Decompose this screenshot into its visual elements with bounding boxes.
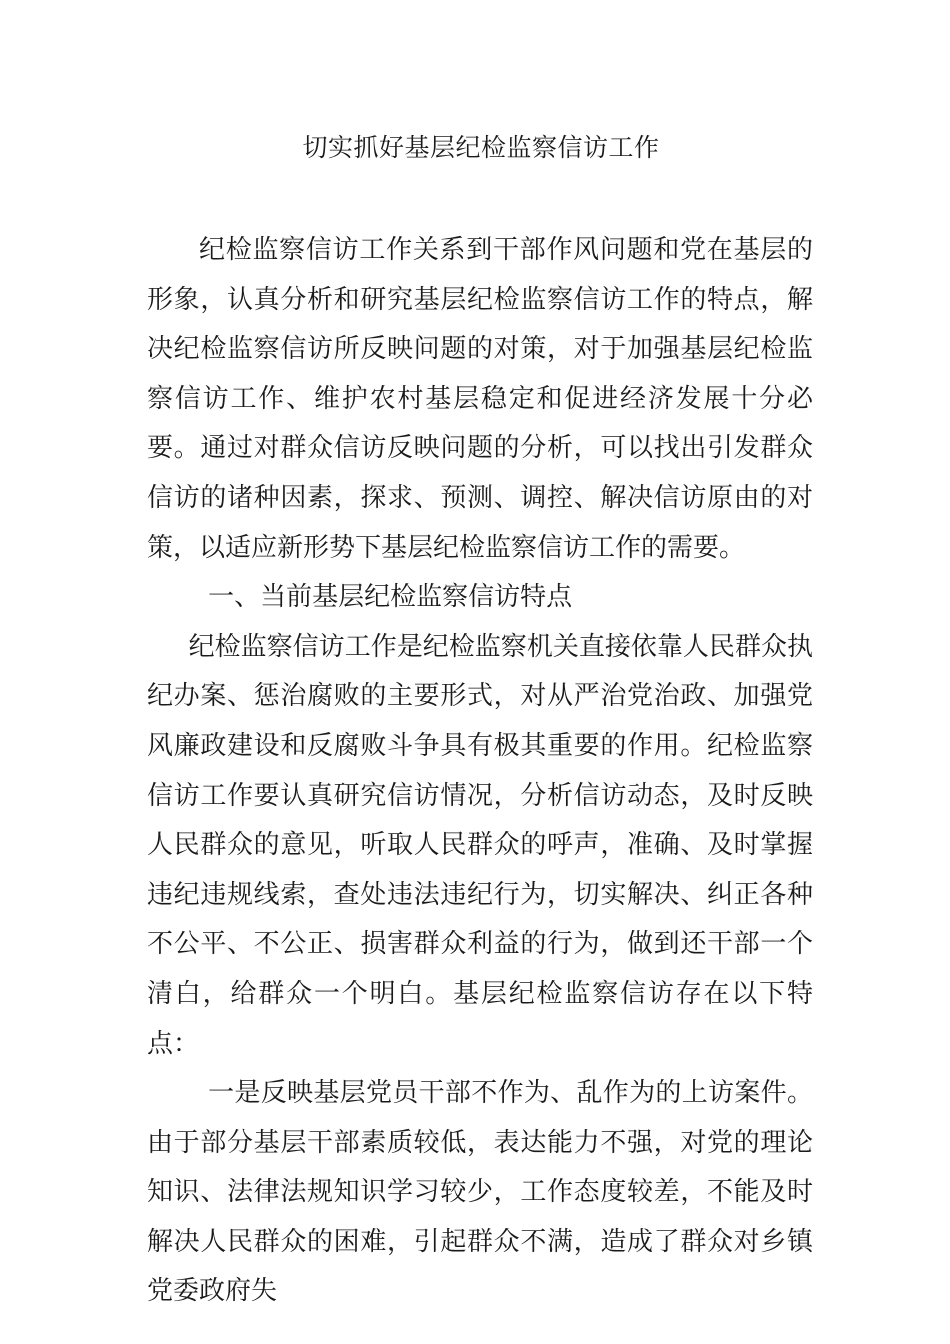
paragraph-point-1: 一是反映基层党员干部不作为、乱作为的上访案件。由于部分基层干部素质较低，表达能力不强，对党的理论知识、法律法规知识学习较少，工作态度较差，不能及时解决人民群众的困难，引起群众不满，造成了群众对乡镇党委政府失 <box>147 1078 813 1307</box>
document-title: 切实抓好基层纪检监察信访工作 <box>302 133 660 162</box>
document-body <box>147 226 813 1317</box>
paragraph-intro: 纪检监察信访工作关系到干部作风问题和党在基层的形象，认真分析和研究基层纪检监察信访工作的特点，解决纪检监察信访所反映问题的对策，对于加强基层纪检监察信访工作、维护农村基层稳定和促进经济发展十分必要。通过对群众信访反映问题的分析，可以找出引发群众信访的诸种因素，探求、预测、调控、解决信访原由的对策，以适应新形势下基层纪检监察信访工作的需要。 <box>147 235 813 563</box>
paragraph-section-1-intro: 纪检监察信访工作是纪检监察机关直接依靠人民群众执纪办案、惩治腐败的主要形式，对从严治党治政、加强党风廉政建设和反腐败斗争具有极其重要的作用。纪检监察信访工作要认真研究信访情况，分析信访动态，及时反映人民群众的意见，听取人民群众的呼声，准确、及时掌握违纪违规线索，查处违法违纪行为，切实解决、纠正各种不公平、不公正、损害群众利益的行为，做到还干部一个清白，给群众一个明白。基层纪检监察信访存在以下特点： <box>147 631 813 1059</box>
section-heading-1: 一、当前基层纪检监察信访特点 <box>208 582 573 613</box>
